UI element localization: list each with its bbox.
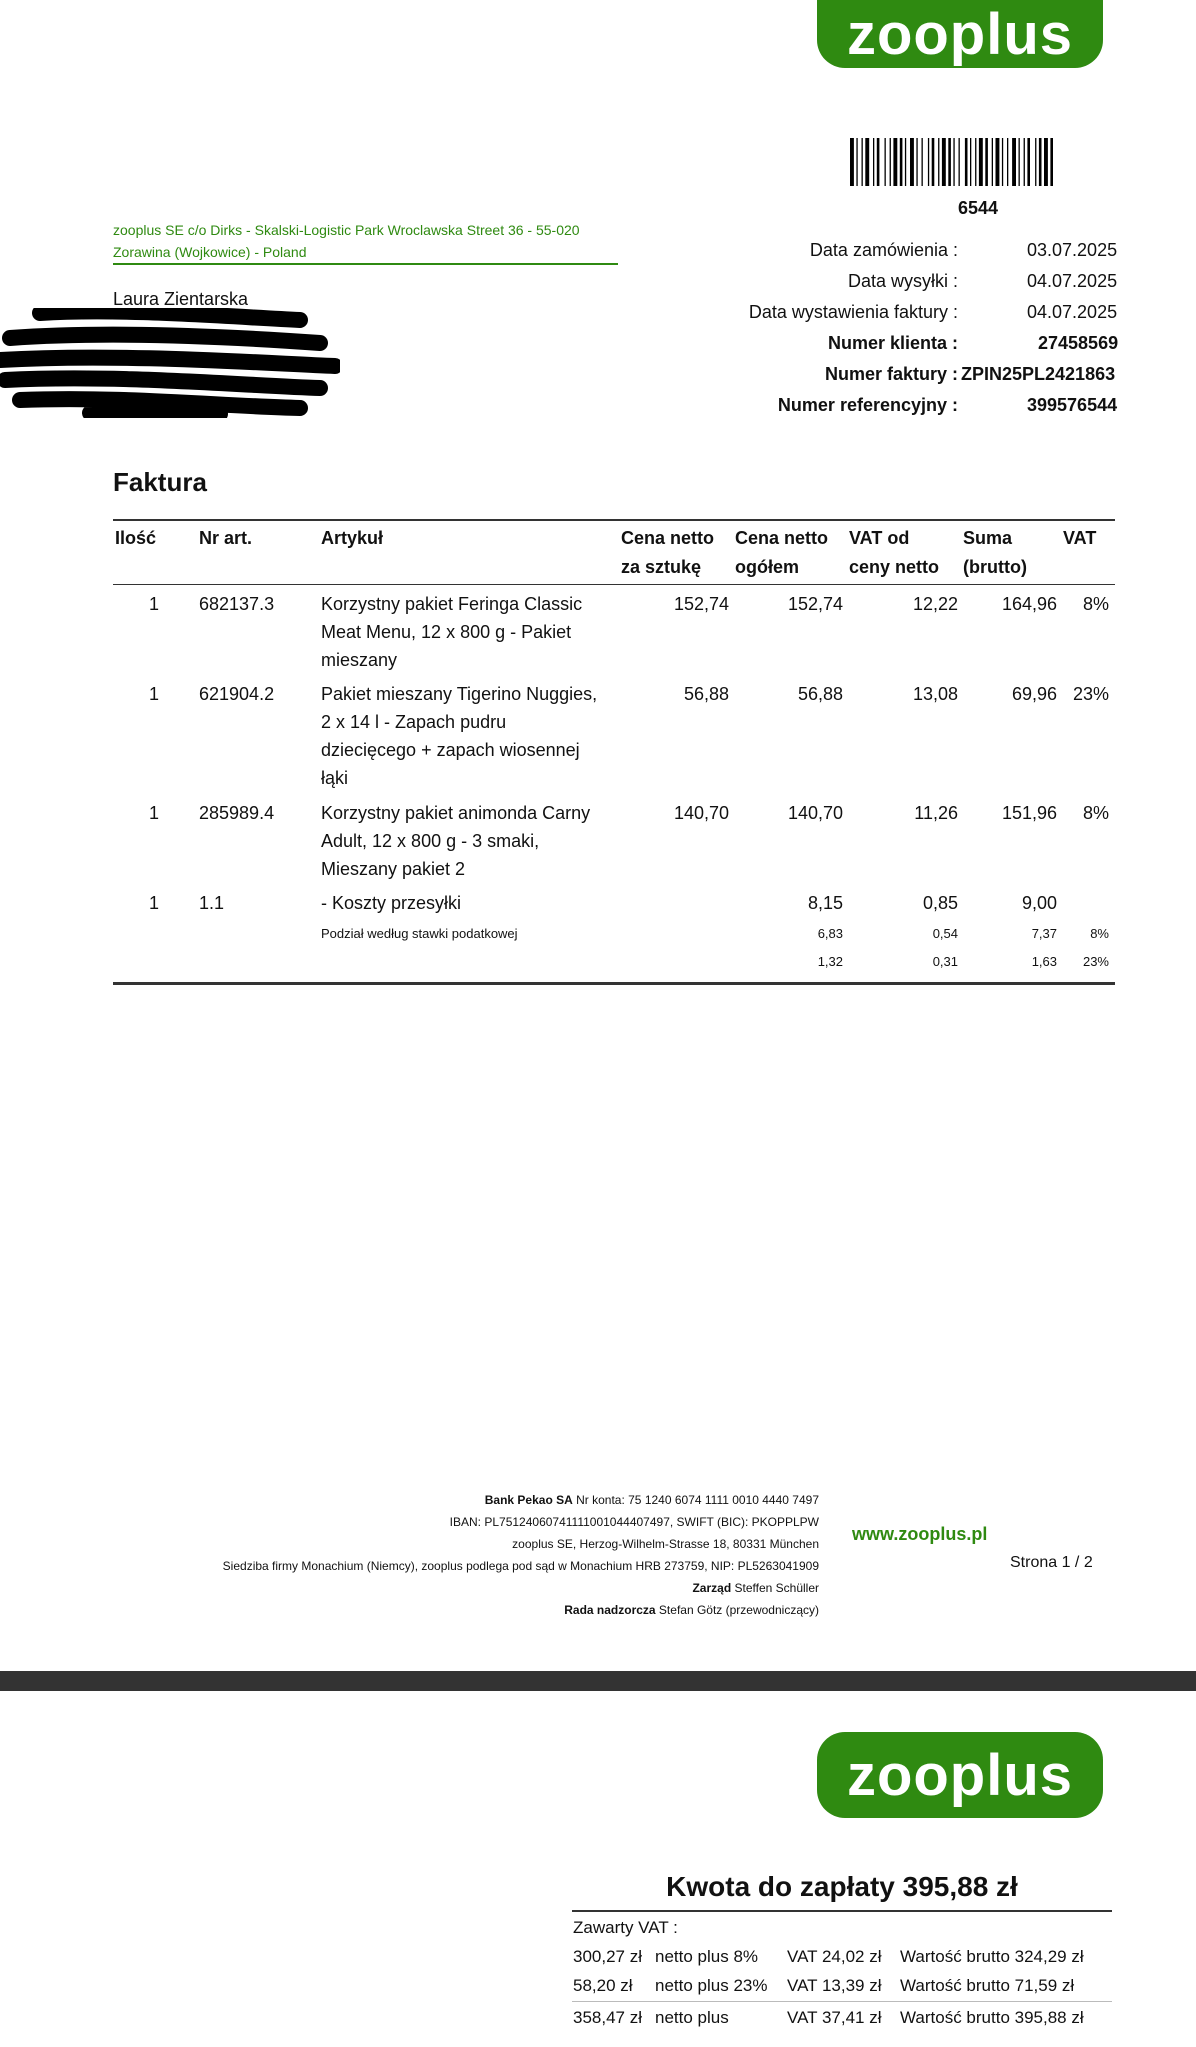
row-rate: 8% <box>1082 803 1109 823</box>
row-item-line: - Koszty przesyłki <box>321 893 462 913</box>
vat-desc: netto plus 8% <box>655 1947 759 1966</box>
row-item-line: Pakiet mieszany Tigerino Nuggies, <box>321 684 598 704</box>
amount-rule <box>572 1910 1112 1912</box>
row-rate: 8% <box>1082 594 1109 614</box>
page-number: Strona 1 / 2 <box>1010 1554 1093 1571</box>
sender-address-line1: zooplus SE c/o Dirks - Skalski-Logistic Park Wroclawska Street 36 - 55-020 <box>113 222 580 238</box>
reference-number-label: Numer referencyjny : <box>777 395 958 415</box>
footer-board-label: Zarząd <box>692 1581 732 1595</box>
vat-gross: Wartość brutto 324,29 zł <box>900 1947 1084 1966</box>
row-art-no: 285989.4 <box>199 803 275 823</box>
table-top-rule <box>113 519 1115 521</box>
row-unit-net: 152,74 <box>673 594 729 614</box>
header-unit-net-2: za sztukę <box>621 557 702 577</box>
vat-net: 300,27 zł <box>573 1947 642 1966</box>
barcode <box>850 138 1110 186</box>
header-vat-1: VAT od <box>849 528 910 548</box>
vat-total-rule <box>572 2001 1112 2002</box>
row-vat: 13,08 <box>912 684 958 704</box>
breakdown-vat: 0,31 <box>932 954 958 969</box>
row-item-line: Meat Menu, 12 x 800 g - Pakiet <box>321 622 572 642</box>
row-total-net: 152,74 <box>787 594 843 614</box>
header-sum-1: Suma <box>963 528 1013 548</box>
vat-desc: netto plus <box>655 2008 729 2027</box>
footer-iban: IBAN: PL75124060741111001044407497, SWIFT (BIC): PKOPPLPW <box>449 1515 819 1529</box>
shipping-date-label: Data wysyłki : <box>847 271 958 291</box>
row-art-no: 1.1 <box>199 893 225 913</box>
row-sum: 164,96 <box>1001 594 1057 614</box>
row-vat: 0,85 <box>922 893 958 913</box>
barcode-number: 6544 <box>958 198 999 218</box>
sender-underline <box>113 263 618 265</box>
row-total-net: 56,88 <box>797 684 843 704</box>
header-total-net-2: ogółem <box>735 557 800 577</box>
tax-breakdown-label: Podział według stawki podatkowej <box>321 926 518 941</box>
row-total-net: 8,15 <box>807 893 843 913</box>
table-bottom-rule <box>113 982 1115 985</box>
header-vat-2: ceny netto <box>849 557 940 577</box>
order-date-label: Data zamówienia : <box>809 240 958 260</box>
vat-amount: VAT 13,39 zł <box>787 1976 882 1995</box>
breakdown-sum: 1,63 <box>1031 954 1057 969</box>
footer-registry: Siedziba firmy Monachium (Niemcy), zooplus podlega pod sąd w Monachium HRB 273759, NIP: PL5263041909 <box>222 1559 819 1573</box>
header-unit-net-1: Cena netto <box>621 528 715 548</box>
customer-number-value: 27458569 <box>1038 333 1119 353</box>
redacted-address <box>0 308 340 418</box>
vat-net: 358,47 zł <box>573 2008 642 2027</box>
row-item-line: 2 x 14 l - Zapach pudru <box>321 712 507 732</box>
breakdown-total-net: 6,83 <box>817 926 843 941</box>
invoice-title: Faktura <box>113 467 207 497</box>
invoice-date-label: Data wystawienia faktury : <box>748 302 958 322</box>
vat-net: 58,20 zł <box>573 1976 633 1995</box>
breakdown-vat: 0,54 <box>932 926 958 941</box>
table-header-rule <box>113 584 1115 585</box>
row-unit-net: 56,88 <box>683 684 729 704</box>
reference-number-value: 399576544 <box>1027 395 1118 415</box>
row-item-line: Mieszany pakiet 2 <box>321 859 466 879</box>
row-sum: 69,96 <box>1011 684 1057 704</box>
vat-gross: Wartość brutto 395,88 zł <box>900 2008 1084 2027</box>
row-qty: 1 <box>149 594 160 614</box>
row-sum: 9,00 <box>1021 893 1057 913</box>
row-sum: 151,96 <box>1001 803 1057 823</box>
row-item-line: Korzystny pakiet Feringa Classic <box>321 594 583 614</box>
shipping-date-value: 04.07.2025 <box>1027 271 1118 291</box>
footer-bank-name: Bank Pekao SA <box>484 1493 573 1507</box>
amount-due: Kwota do zapłaty 395,88 zł <box>666 1871 1018 1902</box>
footer-supervisory-name: Stefan Götz (przewodniczący) <box>655 1603 819 1617</box>
footer-bank-account: Nr konta: 75 1240 6074 1111 0010 4440 7497 <box>572 1493 819 1507</box>
order-date-value: 03.07.2025 <box>1027 240 1118 260</box>
sender-address-line2: Zorawina (Wojkowice) - Poland <box>113 244 307 260</box>
row-qty: 1 <box>149 684 160 704</box>
header-total-net-1: Cena netto <box>735 528 829 548</box>
website-link[interactable]: www.zooplus.pl <box>852 1524 988 1544</box>
row-unit-net: 140,70 <box>673 803 729 823</box>
header-rate: VAT <box>1063 528 1097 548</box>
vat-amount: VAT 24,02 zł <box>787 1947 882 1966</box>
zooplus-logo: zooplus <box>817 1732 1103 1818</box>
header-sum-2: (brutto) <box>963 557 1027 577</box>
row-vat: 11,26 <box>914 803 958 823</box>
vat-amount: VAT 37,41 zł <box>787 2008 882 2027</box>
row-qty: 1 <box>149 893 160 913</box>
footer-board <box>692 1581 819 1595</box>
breakdown-rate: 23% <box>1082 954 1109 969</box>
row-qty: 1 <box>149 803 160 823</box>
row-rate: 23% <box>1072 684 1109 704</box>
vat-summary-label: Zawarty VAT : <box>573 1918 678 1937</box>
footer-supervisory-label: Rada nadzorcza <box>564 1603 656 1617</box>
footer-bank <box>485 1493 819 1507</box>
header-qty: Ilość <box>115 528 157 548</box>
page-divider <box>0 1671 1196 1691</box>
row-item-line: Adult, 12 x 800 g - 3 smaki, <box>321 831 540 851</box>
footer-supervisory <box>564 1603 819 1617</box>
header-art-no: Nr art. <box>199 528 253 548</box>
customer-number-label: Numer klienta : <box>827 333 958 353</box>
header-item: Artykuł <box>321 528 384 548</box>
breakdown-sum: 7,37 <box>1031 926 1057 941</box>
vat-desc: netto plus 23% <box>655 1976 768 1995</box>
row-item-line: Korzystny pakiet animonda Carny <box>321 803 591 823</box>
row-art-no: 682137.3 <box>199 594 275 614</box>
invoice-number-label: Numer faktury : <box>824 364 958 384</box>
zooplus-logo: zooplus <box>817 0 1103 68</box>
footer-board-name: Steffen Schüller <box>731 1581 819 1595</box>
vat-gross: Wartość brutto 71,59 zł <box>900 1976 1075 1995</box>
row-vat: 12,22 <box>912 594 958 614</box>
footer-address: zooplus SE, Herzog-Wilhelm-Strasse 18, 80331 München <box>512 1537 819 1551</box>
recipient-name: Laura Zientarska <box>113 289 249 309</box>
invoice-number-value: ZPIN25PL2421863 <box>961 364 1116 384</box>
row-item-line: dziecięcego + zapach wiosennej <box>321 740 580 760</box>
breakdown-total-net: 1,32 <box>817 954 843 969</box>
row-item-line: łąki <box>321 768 349 788</box>
row-total-net: 140,70 <box>787 803 843 823</box>
row-item-line: mieszany <box>321 650 398 670</box>
row-art-no: 621904.2 <box>199 684 275 704</box>
breakdown-rate: 8% <box>1090 926 1109 941</box>
invoice-date-value: 04.07.2025 <box>1027 302 1118 322</box>
